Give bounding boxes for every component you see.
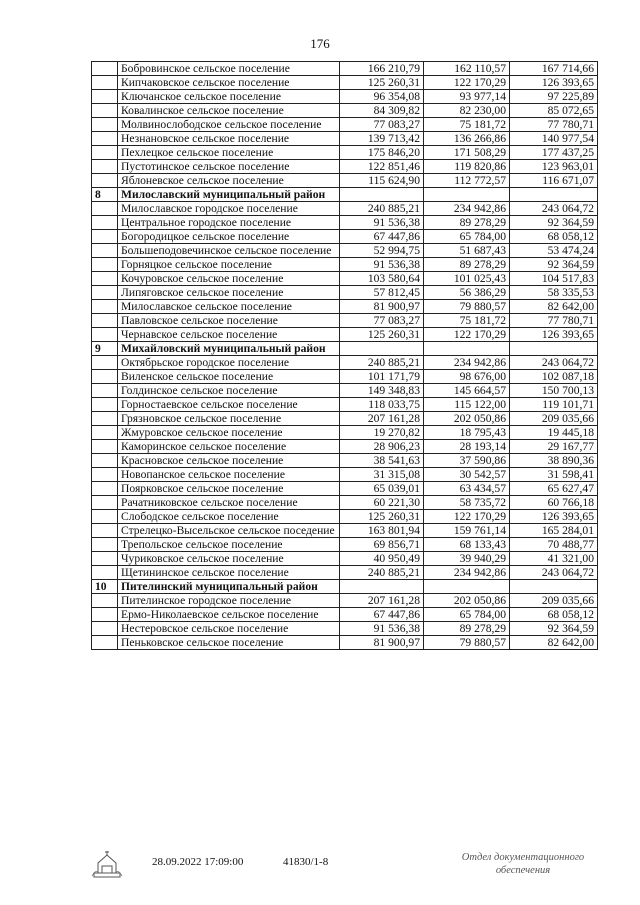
settlement-row xyxy=(92,594,598,608)
row-number-empty xyxy=(92,160,118,174)
value-year-3: 77 780,71 xyxy=(510,118,598,132)
row-number-empty xyxy=(92,426,118,440)
value-year-3: 209 035,66 xyxy=(510,594,598,608)
value-year-1: 65 039,01 xyxy=(340,482,424,496)
value-year-1: 125 260,31 xyxy=(340,76,424,90)
budget-table xyxy=(91,61,598,650)
value-year-3: 209 035,66 xyxy=(510,412,598,426)
settlement-row xyxy=(92,160,598,174)
settlement-name: Рачатниковское сельское поселение xyxy=(118,496,340,510)
settlement-row xyxy=(92,496,598,510)
row-number-empty xyxy=(92,132,118,146)
settlement-name: Ключанское сельское поселение xyxy=(118,90,340,104)
value-year-2: 234 942,86 xyxy=(424,356,510,370)
page-number: 176 xyxy=(310,36,330,51)
district-number: 8 xyxy=(92,188,118,202)
settlement-name: Нестеровское сельское поселение xyxy=(118,622,340,636)
settlement-name: Павловское сельское поселение xyxy=(118,314,340,328)
settlement-name: Новопанское сельское поселение xyxy=(118,468,340,482)
settlement-row xyxy=(92,356,598,370)
settlement-row xyxy=(92,398,598,412)
value-year-2: 75 181,72 xyxy=(424,314,510,328)
footer-doc-id: 41830/1-8 xyxy=(283,856,329,868)
value-cell-empty xyxy=(340,342,424,356)
value-year-3: 243 064,72 xyxy=(510,356,598,370)
value-year-2: 58 735,72 xyxy=(424,496,510,510)
value-year-2: 119 820,86 xyxy=(424,160,510,174)
value-year-1: 77 083,27 xyxy=(340,314,424,328)
settlement-name: Яблоневское сельское поселение xyxy=(118,174,340,188)
row-number-empty xyxy=(92,174,118,188)
settlement-row xyxy=(92,300,598,314)
value-year-1: 240 885,21 xyxy=(340,566,424,580)
settlement-row xyxy=(92,510,598,524)
district-name: Михайловский муниципальный район xyxy=(118,342,340,356)
settlement-row xyxy=(92,90,598,104)
value-year-2: 30 542,57 xyxy=(424,468,510,482)
row-number-empty xyxy=(92,636,118,650)
settlement-name: Поярковское сельское поселение xyxy=(118,482,340,496)
value-year-2: 93 977,14 xyxy=(424,90,510,104)
row-number-empty xyxy=(92,286,118,300)
row-number-empty xyxy=(92,552,118,566)
value-year-2: 122 170,29 xyxy=(424,328,510,342)
settlement-name: Жмуровское сельское поселение xyxy=(118,426,340,440)
value-year-3: 68 058,12 xyxy=(510,608,598,622)
value-year-1: 163 801,94 xyxy=(340,524,424,538)
value-year-2: 159 761,14 xyxy=(424,524,510,538)
settlement-row xyxy=(92,412,598,426)
settlement-name: Незнановское сельское поселение xyxy=(118,132,340,146)
district-name: Пителинский муниципальный район xyxy=(118,580,340,594)
value-year-1: 240 885,21 xyxy=(340,202,424,216)
footer-datetime: 28.09.2022 17:09:00 xyxy=(152,856,244,868)
value-year-3: 243 064,72 xyxy=(510,566,598,580)
value-year-2: 145 664,57 xyxy=(424,384,510,398)
row-number-empty xyxy=(92,272,118,286)
value-year-1: 52 994,75 xyxy=(340,244,424,258)
value-year-1: 139 713,42 xyxy=(340,132,424,146)
row-number-empty xyxy=(92,384,118,398)
value-year-3: 243 064,72 xyxy=(510,202,598,216)
row-number-empty xyxy=(92,622,118,636)
settlement-name: Трепольское сельское поселение xyxy=(118,538,340,552)
settlement-name: Чуриковское сельское поселение xyxy=(118,552,340,566)
value-year-3: 167 714,66 xyxy=(510,62,598,76)
value-year-2: 101 025,43 xyxy=(424,272,510,286)
value-cell-empty xyxy=(510,342,598,356)
coat-of-arms-icon xyxy=(90,849,124,879)
row-number-empty xyxy=(92,468,118,482)
row-number-empty xyxy=(92,356,118,370)
settlement-row xyxy=(92,118,598,132)
value-year-3: 116 671,07 xyxy=(510,174,598,188)
value-year-3: 31 598,41 xyxy=(510,468,598,482)
settlement-name: Слободское сельское поселение xyxy=(118,510,340,524)
value-year-1: 67 447,86 xyxy=(340,230,424,244)
settlement-name: Красновское сельское поселение xyxy=(118,454,340,468)
settlement-name: Пустотинское сельское поселение xyxy=(118,160,340,174)
row-number-empty xyxy=(92,244,118,258)
settlement-row xyxy=(92,146,598,160)
value-year-3: 53 474,24 xyxy=(510,244,598,258)
row-number-empty xyxy=(92,370,118,384)
value-year-3: 68 058,12 xyxy=(510,230,598,244)
settlement-row xyxy=(92,482,598,496)
settlement-name: Молвинослободское сельское поселение xyxy=(118,118,340,132)
value-year-3: 65 627,47 xyxy=(510,482,598,496)
value-year-1: 60 221,30 xyxy=(340,496,424,510)
row-number-empty xyxy=(92,146,118,160)
value-year-2: 65 784,00 xyxy=(424,608,510,622)
value-year-3: 119 101,71 xyxy=(510,398,598,412)
value-year-3: 60 766,18 xyxy=(510,496,598,510)
settlement-row xyxy=(92,622,598,636)
row-number-empty xyxy=(92,510,118,524)
value-year-1: 118 033,75 xyxy=(340,398,424,412)
value-year-3: 126 393,65 xyxy=(510,328,598,342)
settlement-row xyxy=(92,314,598,328)
row-number-empty xyxy=(92,328,118,342)
value-year-1: 149 348,83 xyxy=(340,384,424,398)
settlement-name: Чернавское сельское поселение xyxy=(118,328,340,342)
value-year-2: 56 386,29 xyxy=(424,286,510,300)
settlement-name: Виленское сельское поселение xyxy=(118,370,340,384)
settlement-name: Кипчаковское сельское поселение xyxy=(118,76,340,90)
settlement-row xyxy=(92,286,598,300)
row-number-empty xyxy=(92,202,118,216)
settlement-name: Ковалинское сельское поселение xyxy=(118,104,340,118)
value-year-2: 65 784,00 xyxy=(424,230,510,244)
value-year-1: 81 900,97 xyxy=(340,636,424,650)
row-number-empty xyxy=(92,566,118,580)
settlement-name: Пехлецкое сельское поселение xyxy=(118,146,340,160)
settlement-row xyxy=(92,230,598,244)
value-year-2: 112 772,57 xyxy=(424,174,510,188)
value-year-3: 85 072,65 xyxy=(510,104,598,118)
value-year-2: 51 687,43 xyxy=(424,244,510,258)
value-year-1: 31 315,08 xyxy=(340,468,424,482)
footer-stamp-line1: Отдел документационного xyxy=(461,852,585,863)
value-year-3: 126 393,65 xyxy=(510,510,598,524)
row-number-empty xyxy=(92,538,118,552)
settlement-row xyxy=(92,104,598,118)
row-number-empty xyxy=(92,496,118,510)
district-row xyxy=(92,188,598,202)
value-year-2: 234 942,86 xyxy=(424,566,510,580)
settlement-row xyxy=(92,244,598,258)
value-year-2: 28 193,14 xyxy=(424,440,510,454)
value-year-2: 234 942,86 xyxy=(424,202,510,216)
value-year-1: 101 171,79 xyxy=(340,370,424,384)
value-year-3: 123 963,01 xyxy=(510,160,598,174)
value-year-1: 57 812,45 xyxy=(340,286,424,300)
value-year-1: 91 536,38 xyxy=(340,216,424,230)
row-number-empty xyxy=(92,482,118,496)
value-year-1: 175 846,20 xyxy=(340,146,424,160)
settlement-name: Кочуровское сельское поселение xyxy=(118,272,340,286)
value-year-1: 125 260,31 xyxy=(340,510,424,524)
settlement-name: Горняцкое сельское поселение xyxy=(118,258,340,272)
value-year-2: 79 880,57 xyxy=(424,300,510,314)
settlement-name: Ермо-Николаевское сельское поселение xyxy=(118,608,340,622)
settlement-row xyxy=(92,538,598,552)
district-row xyxy=(92,342,598,356)
value-year-2: 82 230,00 xyxy=(424,104,510,118)
value-year-2: 75 181,72 xyxy=(424,118,510,132)
value-year-1: 103 580,64 xyxy=(340,272,424,286)
value-year-3: 165 284,01 xyxy=(510,524,598,538)
value-year-2: 68 133,43 xyxy=(424,538,510,552)
settlement-row xyxy=(92,566,598,580)
value-cell-empty xyxy=(424,580,510,594)
value-year-3: 102 087,18 xyxy=(510,370,598,384)
value-year-1: 91 536,38 xyxy=(340,258,424,272)
row-number-empty xyxy=(92,230,118,244)
row-number-empty xyxy=(92,524,118,538)
row-number-empty xyxy=(92,90,118,104)
district-name: Милославский муниципальный район xyxy=(118,188,340,202)
settlement-name: Богородицкое сельское поселение xyxy=(118,230,340,244)
settlement-row xyxy=(92,608,598,622)
value-year-1: 81 900,97 xyxy=(340,300,424,314)
value-year-2: 98 676,00 xyxy=(424,370,510,384)
settlement-row xyxy=(92,454,598,468)
value-year-2: 89 278,29 xyxy=(424,216,510,230)
value-year-2: 171 508,29 xyxy=(424,146,510,160)
value-year-3: 92 364,59 xyxy=(510,258,598,272)
row-number-empty xyxy=(92,62,118,76)
value-cell-empty xyxy=(340,580,424,594)
settlement-name: Бобровинское сельское поселение xyxy=(118,62,340,76)
value-cell-empty xyxy=(340,188,424,202)
settlement-row xyxy=(92,216,598,230)
value-year-3: 82 642,00 xyxy=(510,636,598,650)
value-year-1: 166 210,79 xyxy=(340,62,424,76)
value-year-1: 28 906,23 xyxy=(340,440,424,454)
value-year-2: 89 278,29 xyxy=(424,622,510,636)
footer-stamp xyxy=(448,851,598,877)
value-year-1: 38 541,63 xyxy=(340,454,424,468)
settlement-name: Милославское городское поселение xyxy=(118,202,340,216)
value-year-3: 38 890,36 xyxy=(510,454,598,468)
value-year-2: 89 278,29 xyxy=(424,258,510,272)
settlement-name: Октябрьское городское поселение xyxy=(118,356,340,370)
value-year-2: 115 122,00 xyxy=(424,398,510,412)
row-number-empty xyxy=(92,300,118,314)
settlement-row xyxy=(92,62,598,76)
value-cell-empty xyxy=(424,342,510,356)
value-year-1: 240 885,21 xyxy=(340,356,424,370)
value-year-2: 202 050,86 xyxy=(424,412,510,426)
value-cell-empty xyxy=(424,188,510,202)
row-number-empty xyxy=(92,314,118,328)
settlement-row xyxy=(92,76,598,90)
district-number: 10 xyxy=(92,580,118,594)
settlement-row xyxy=(92,468,598,482)
value-year-1: 67 447,86 xyxy=(340,608,424,622)
value-year-3: 58 335,53 xyxy=(510,286,598,300)
settlement-row xyxy=(92,202,598,216)
row-number-empty xyxy=(92,608,118,622)
settlement-row xyxy=(92,328,598,342)
row-number-empty xyxy=(92,398,118,412)
budget-table-body xyxy=(92,62,598,650)
value-year-3: 82 642,00 xyxy=(510,300,598,314)
row-number-empty xyxy=(92,440,118,454)
value-year-3: 150 700,13 xyxy=(510,384,598,398)
value-year-3: 177 437,25 xyxy=(510,146,598,160)
value-year-3: 41 321,00 xyxy=(510,552,598,566)
settlement-name: Стрелецко-Высельское сельское поседение xyxy=(118,524,340,538)
settlement-row xyxy=(92,440,598,454)
settlement-row xyxy=(92,426,598,440)
settlement-name: Липяговское сельское поселение xyxy=(118,286,340,300)
value-year-3: 97 225,89 xyxy=(510,90,598,104)
settlement-row xyxy=(92,524,598,538)
value-year-3: 77 780,71 xyxy=(510,314,598,328)
value-year-3: 29 167,77 xyxy=(510,440,598,454)
value-year-2: 122 170,29 xyxy=(424,76,510,90)
settlement-name: Центральное городское поселение xyxy=(118,216,340,230)
settlement-row xyxy=(92,384,598,398)
settlement-row xyxy=(92,132,598,146)
settlement-name: Пеньковское сельское поселение xyxy=(118,636,340,650)
value-year-1: 91 536,38 xyxy=(340,622,424,636)
value-year-2: 122 170,29 xyxy=(424,510,510,524)
value-year-1: 69 856,71 xyxy=(340,538,424,552)
district-row xyxy=(92,580,598,594)
value-year-2: 79 880,57 xyxy=(424,636,510,650)
settlement-name: Каморинское сельское поселение xyxy=(118,440,340,454)
row-number-empty xyxy=(92,454,118,468)
value-year-3: 140 977,54 xyxy=(510,132,598,146)
settlement-row xyxy=(92,174,598,188)
value-year-2: 39 940,29 xyxy=(424,552,510,566)
row-number-empty xyxy=(92,76,118,90)
value-year-3: 70 488,77 xyxy=(510,538,598,552)
settlement-name: Грязновское сельское поселение xyxy=(118,412,340,426)
value-cell-empty xyxy=(510,580,598,594)
row-number-empty xyxy=(92,412,118,426)
value-year-2: 202 050,86 xyxy=(424,594,510,608)
value-year-3: 104 517,83 xyxy=(510,272,598,286)
value-year-1: 19 270,82 xyxy=(340,426,424,440)
value-year-3: 92 364,59 xyxy=(510,622,598,636)
value-year-1: 77 083,27 xyxy=(340,118,424,132)
settlement-row xyxy=(92,272,598,286)
settlement-name: Щетининское сельское поселение xyxy=(118,566,340,580)
value-year-2: 18 795,43 xyxy=(424,426,510,440)
settlement-row xyxy=(92,370,598,384)
row-number-empty xyxy=(92,594,118,608)
value-year-2: 63 434,57 xyxy=(424,482,510,496)
value-year-1: 84 309,82 xyxy=(340,104,424,118)
settlement-row xyxy=(92,636,598,650)
row-number-empty xyxy=(92,104,118,118)
value-year-3: 92 364,59 xyxy=(510,216,598,230)
value-year-2: 136 266,86 xyxy=(424,132,510,146)
value-year-1: 40 950,49 xyxy=(340,552,424,566)
value-year-2: 37 590,86 xyxy=(424,454,510,468)
value-year-1: 207 161,28 xyxy=(340,594,424,608)
row-number-empty xyxy=(92,258,118,272)
value-year-3: 126 393,65 xyxy=(510,76,598,90)
value-year-3: 19 445,18 xyxy=(510,426,598,440)
row-number-empty xyxy=(92,216,118,230)
value-year-1: 122 851,46 xyxy=(340,160,424,174)
row-number-empty xyxy=(92,118,118,132)
value-year-2: 162 110,57 xyxy=(424,62,510,76)
value-year-1: 96 354,08 xyxy=(340,90,424,104)
settlement-name: Милославское сельское поселение xyxy=(118,300,340,314)
settlement-name: Пителинское городское поселение xyxy=(118,594,340,608)
settlement-name: Горностаевское сельское поселение xyxy=(118,398,340,412)
settlement-row xyxy=(92,552,598,566)
settlement-row xyxy=(92,258,598,272)
footer-stamp-line2: обеспечения xyxy=(495,865,551,876)
value-year-1: 207 161,28 xyxy=(340,412,424,426)
value-year-1: 115 624,90 xyxy=(340,174,424,188)
value-cell-empty xyxy=(510,188,598,202)
settlement-name: Большеподовечинское сельское поселение xyxy=(118,244,340,258)
district-number: 9 xyxy=(92,342,118,356)
settlement-name: Голдинское сельское поселение xyxy=(118,384,340,398)
value-year-1: 125 260,31 xyxy=(340,328,424,342)
